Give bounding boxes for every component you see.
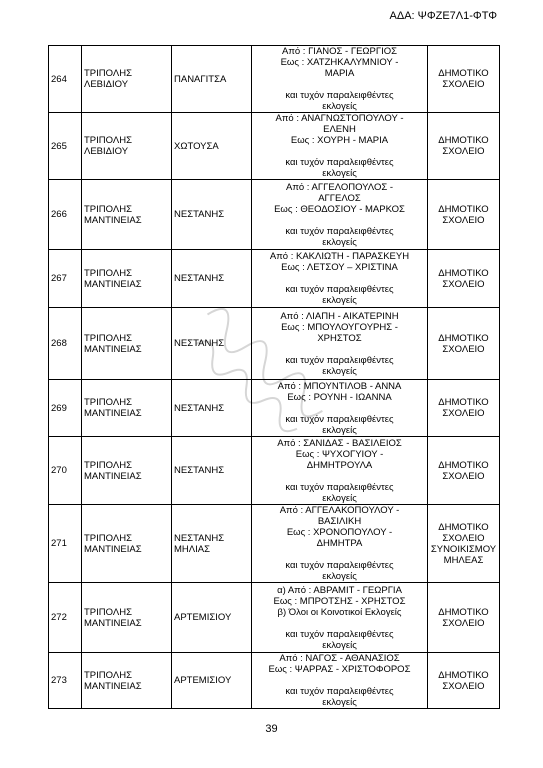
municipality-cell-line: ΜΑΝΤΙΝΕΙΑΣ <box>84 214 142 226</box>
voters-range-cell <box>252 437 428 505</box>
table-row <box>49 308 500 380</box>
municipality-cell-line: ΜΑΝΤΙΝΕΙΑΣ <box>84 278 142 290</box>
table-row <box>49 180 500 250</box>
venue-cell-line: ΣΧΟΛΕΙΟ <box>442 278 485 290</box>
community-cell-line: ΑΡΤΕΜΙΣΙΟΥ <box>174 675 232 686</box>
voters-range-line: α) Από : ΑΒΡΑΜΙΤ - ΓΕΩΡΓΙΑ <box>277 584 402 596</box>
voters-range-line: Εως : ΛΕΤΣΟΥ – ΧΡΙΣΤΙΝΑ <box>281 262 398 273</box>
municipality-cell-line: ΤΡΙΠΟΛΗΣ <box>84 459 132 471</box>
venue-cell-line: ΣΥΝΟΙΚΙΣΜΟΥ <box>430 543 497 555</box>
voters-range-line <box>254 471 425 482</box>
municipality-cell-line: ΛΕΒΙΔΙΟΥ <box>84 146 129 157</box>
voters-range-line <box>254 215 425 226</box>
venue-cell <box>428 653 500 709</box>
municipality-cell-line: ΤΡΙΠΟΛΗΣ <box>84 669 132 681</box>
municipality-cell-line: ΤΡΙΠΟΛΗΣ <box>84 203 132 215</box>
community-cell-line: ΠΑΝΑΓΙΤΣΑ <box>174 73 227 85</box>
voters-range-line <box>254 675 425 686</box>
polling-stations-table <box>48 45 500 709</box>
row-number: 267 <box>49 250 82 308</box>
venue-cell-line: ΣΧΟΛΕΙΟ <box>442 79 485 90</box>
table-row <box>49 437 500 505</box>
municipality-cell-line: ΤΡΙΠΟΛΗΣ <box>84 267 132 279</box>
municipality-cell <box>82 180 172 250</box>
voters-range-line: Εως : ΜΠΟΥΛΟΥΓΟΥΡΗΣ - <box>281 321 398 333</box>
voters-range-line: Εως : ΜΠΡΟΤΣΗΣ - ΧΡΗΣΤΟΣ <box>273 595 406 607</box>
venue-cell <box>428 113 500 180</box>
voters-range-line: Εως : ΨΑΡΡΑΣ - ΧΡΙΣΤΟΦΟΡΟΣ <box>268 664 411 675</box>
community-cell <box>172 250 252 308</box>
voters-range-cell <box>252 113 428 180</box>
community-cell-line: ΧΩΤΟΥΣΑ <box>174 140 219 152</box>
voters-range-line: ΔΗΜΗΤΡΑ <box>316 538 363 549</box>
venue-cell-line: ΔΗΜΟΤΙΚΟ <box>438 459 489 471</box>
venue-cell-line: ΔΗΜΟΤΙΚΟ <box>438 267 489 279</box>
voters-range-line <box>254 403 425 414</box>
voters-range-line: και τυχόν παραλειφθέντες <box>285 628 394 640</box>
table-row <box>49 380 500 437</box>
voters-range-line: Εως : ΨΥΧΟΓΥΙΟΥ - <box>295 448 384 460</box>
venue-cell <box>428 505 500 583</box>
community-cell <box>172 113 252 180</box>
table-row <box>49 46 500 113</box>
voters-range-line <box>254 549 425 560</box>
community-cell-line: ΑΡΤΕΜΙΣΙΟΥ <box>174 612 232 623</box>
voters-range-line: και τυχόν παραλειφθέντες <box>285 225 394 237</box>
voters-range-line: Από : ΣΑΝΙΔΑΣ - ΒΑΣΙΛΕΙΟΣ <box>277 437 402 449</box>
voters-range-line: Από : ΛΙΑΠΗ - ΑΙΚΑΤΕΡΙΝΗ <box>280 310 399 322</box>
ada-code: ΑΔΑ: ΨΦΖΕ7Λ1-ΦΤΦ <box>389 10 497 22</box>
municipality-cell-line: ΤΡΙΠΟΛΗΣ <box>84 68 132 79</box>
municipality-cell <box>82 505 172 583</box>
community-cell <box>172 583 252 653</box>
community-cell <box>172 308 252 380</box>
municipality-cell-line: ΜΑΝΤΙΝΕΙΑΣ <box>84 680 142 692</box>
voters-range-line: Από : ΚΑΚΛΙΩΤΗ - ΠΑΡΑΣΚΕΥΗ <box>269 251 410 262</box>
community-cell-line: ΝΕΣΤΑΝΗΣ <box>174 465 225 476</box>
municipality-cell-line: ΤΡΙΠΟΛΗΣ <box>84 397 132 408</box>
table-row <box>49 583 500 653</box>
voters-range-cell <box>252 380 428 437</box>
voters-range-line: και τυχόν παραλειφθέντες <box>285 560 394 571</box>
voters-range-line: Από : ΜΠΟΥΝΤΙΛΟΒ - ΑΝΝΑ <box>277 380 402 392</box>
community-cell-line: ΝΕΣΤΑΝΗΣ <box>174 532 225 544</box>
row-number: 265 <box>49 113 82 180</box>
voters-range-line: Εως : ΧΟΥΡΗ - ΜΑΡΙΑ <box>290 135 389 146</box>
voters-range-line: Εως : ΧΑΤΖΗΚΑΛΥΜΝΙΟΥ - <box>280 57 399 68</box>
voters-range-line: ΔΗΜΗΤΡΟΥΛΑ <box>306 459 373 471</box>
venue-cell-line: ΔΗΜΟΤΙΚΟ <box>438 521 489 533</box>
voters-range-line: και τυχόν παραλειφθέντες <box>285 90 394 101</box>
row-number: 268 <box>49 308 82 380</box>
municipality-cell <box>82 308 172 380</box>
voters-range-line: Από : ΑΓΓΕΛΟΠΟΥΛΟΣ - <box>285 181 394 193</box>
voters-range-line <box>254 273 425 284</box>
table-row <box>49 250 500 308</box>
community-cell <box>172 46 252 113</box>
municipality-cell-line: ΤΡΙΠΟΛΗΣ <box>84 135 132 146</box>
voters-range-line: και τυχόν παραλειφθέντες <box>285 157 394 168</box>
community-cell-line: ΝΕΣΤΑΝΗΣ <box>174 209 225 220</box>
voters-range-line: ΑΓΓΕΛΟΣ <box>318 192 361 204</box>
municipality-cell-line: ΜΑΝΤΙΝΕΙΑΣ <box>84 343 142 355</box>
voters-range-line: εκλογείς <box>322 571 357 582</box>
community-cell-line: ΝΕΣΤΑΝΗΣ <box>174 338 225 349</box>
municipality-cell <box>82 583 172 653</box>
row-number: 273 <box>49 653 82 709</box>
voters-range-line: Από : ΓΙΑΝΟΣ - ΓΕΩΡΓΙΟΣ <box>281 46 397 57</box>
row-number: 271 <box>49 505 82 583</box>
municipality-cell <box>82 46 172 113</box>
voters-range-line: και τυχόν παραλειφθέντες <box>285 686 394 697</box>
voters-range-line: και τυχόν παραλειφθέντες <box>285 354 394 366</box>
community-cell <box>172 505 252 583</box>
municipality-cell-line: ΜΑΝΤΙΝΕΙΑΣ <box>84 470 142 482</box>
venue-cell-line: ΔΗΜΟΤΙΚΟ <box>438 68 489 79</box>
row-number: 266 <box>49 180 82 250</box>
row-number: 269 <box>49 380 82 437</box>
venue-cell-line: ΣΧΟΛΕΙΟ <box>442 214 485 226</box>
voters-range-line: Από : ΑΝΑΓΝΩΣΤΟΠΟΥΛΟΥ - <box>275 113 404 124</box>
voters-range-cell <box>252 250 428 308</box>
venue-cell <box>428 250 500 308</box>
community-cell <box>172 380 252 437</box>
municipality-cell-line: ΜΑΝΤΙΝΕΙΑΣ <box>84 617 142 629</box>
voters-range-line: Από : ΑΓΓΕΛΑΚΟΠΟΥΛΟΥ - <box>279 505 400 516</box>
voters-range-line: εκλογείς <box>322 492 357 504</box>
venue-cell-line: ΔΗΜΟΤΙΚΟ <box>438 135 489 146</box>
voters-range-line: Εως : ΡΟΥΝΗ - ΙΩΑΝΝΑ <box>287 391 392 403</box>
venue-cell-line: ΔΗΜΟΤΙΚΟ <box>438 203 489 215</box>
voters-range-line: εκλογείς <box>322 295 357 306</box>
community-cell <box>172 180 252 250</box>
municipality-cell-line: ΜΑΝΤΙΝΕΙΑΣ <box>84 408 142 419</box>
row-number: 270 <box>49 437 82 505</box>
voters-range-line: εκλογείς <box>322 365 357 377</box>
row-number: 272 <box>49 583 82 653</box>
voters-range-cell <box>252 46 428 113</box>
voters-range-line: εκλογείς <box>322 101 357 112</box>
voters-range-line: εκλογείς <box>322 424 357 436</box>
voters-range-cell <box>252 505 428 583</box>
voters-range-line <box>254 146 425 157</box>
venue-cell <box>428 380 500 437</box>
community-cell <box>172 437 252 505</box>
row-number: 264 <box>49 46 82 113</box>
voters-range-line: Εως : ΧΡΟΝΟΠΟΥΛΟΥ - <box>286 527 393 538</box>
community-cell-line: ΜΗΛΙΑΣ <box>174 543 210 555</box>
venue-cell <box>428 180 500 250</box>
voters-range-line <box>254 344 425 355</box>
municipality-cell <box>82 113 172 180</box>
venue-cell-line: ΣΧΟΛΕΙΟ <box>442 343 485 355</box>
voters-range-line: β) Όλοι οι Κοινοτικοί Εκλογείς <box>277 606 402 618</box>
venue-cell-line: ΣΧΟΛΕΙΟ <box>442 408 485 419</box>
voters-range-cell <box>252 583 428 653</box>
venue-cell <box>428 437 500 505</box>
venue-cell-line: ΣΧΟΛΕΙΟ <box>442 680 485 692</box>
municipality-cell <box>82 380 172 437</box>
voters-range-line: ΒΑΣΙΛΙΚΗ <box>317 516 362 527</box>
venue-cell-line: ΣΧΟΛΕΙΟ <box>442 532 485 544</box>
table-row <box>49 653 500 709</box>
voters-range-line: εκλογείς <box>322 639 357 651</box>
venue-cell-line: ΣΧΟΛΕΙΟ <box>442 617 485 629</box>
voters-range-line: και τυχόν παραλειφθέντες <box>285 284 394 295</box>
venue-cell <box>428 308 500 380</box>
venue-cell-line: ΣΧΟΛΕΙΟ <box>442 470 485 482</box>
community-cell <box>172 653 252 709</box>
municipality-cell <box>82 653 172 709</box>
voters-range-line: Από : ΝΑΓΟΣ - ΑΘΑΝΑΣΙΟΣ <box>279 653 400 664</box>
voters-range-line: ΜΑΡΙΑ <box>324 68 355 79</box>
voters-range-line: εκλογείς <box>322 697 357 708</box>
venue-cell <box>428 583 500 653</box>
page-number: 39 <box>265 723 278 735</box>
community-cell-line: ΝΕΣΤΑΝΗΣ <box>174 402 225 414</box>
venue-cell <box>428 46 500 113</box>
voters-range-line <box>254 79 425 90</box>
municipality-cell <box>82 250 172 308</box>
venue-cell-line: ΜΗΛΕΑΣ <box>443 554 484 566</box>
voters-range-line: Εως : ΘΕΟΔΟΣΙΟΥ - ΜΑΡΚΟΣ <box>274 203 405 215</box>
municipality-cell-line: ΜΑΝΤΙΝΕΙΑΣ <box>84 543 142 555</box>
venue-cell-line: ΣΧΟΛΕΙΟ <box>442 146 485 157</box>
voters-range-line: και τυχόν παραλειφθέντες <box>285 413 394 425</box>
voters-range-line: ΕΛΕΝΗ <box>323 124 356 135</box>
voters-range-line: και τυχόν παραλειφθέντες <box>285 481 394 493</box>
voters-range-cell <box>252 653 428 709</box>
municipality-cell <box>82 437 172 505</box>
venue-cell-line: ΔΗΜΟΤΙΚΟ <box>438 606 489 618</box>
table-row <box>49 113 500 180</box>
voters-range-cell <box>252 180 428 250</box>
municipality-cell-line: ΤΡΙΠΟΛΗΣ <box>84 532 132 544</box>
voters-range-cell <box>252 308 428 380</box>
venue-cell-line: ΔΗΜΟΤΙΚΟ <box>438 669 489 681</box>
venue-cell-line: ΔΗΜΟΤΙΚΟ <box>438 397 489 408</box>
community-cell-line: ΝΕΣΤΑΝΗΣ <box>174 273 225 284</box>
municipality-cell-line: ΤΡΙΠΟΛΗΣ <box>84 606 132 618</box>
voters-range-line <box>254 618 425 629</box>
voters-range-line: εκλογείς <box>322 168 357 179</box>
table-row <box>49 505 500 583</box>
voters-range-line: ΧΡΗΣΤΟΣ <box>317 332 362 344</box>
voters-range-line: εκλογείς <box>322 236 357 248</box>
venue-cell-line: ΔΗΜΟΤΙΚΟ <box>438 332 489 344</box>
municipality-cell-line: ΛΕΒΙΔΙΟΥ <box>84 79 129 90</box>
municipality-cell-line: ΤΡΙΠΟΛΗΣ <box>84 332 132 344</box>
